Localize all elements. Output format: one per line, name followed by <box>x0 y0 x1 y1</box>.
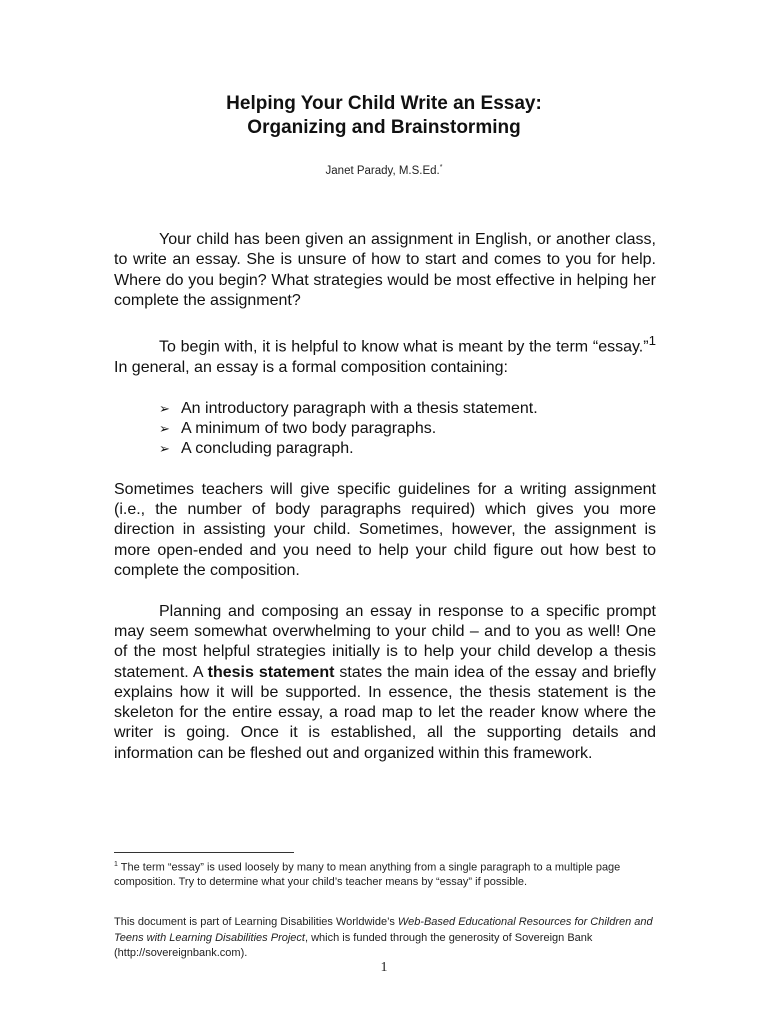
author-footnote-mark: * <box>439 164 443 171</box>
footnote-divider <box>114 852 294 853</box>
list-item <box>159 419 656 439</box>
paragraph-definition <box>114 331 656 378</box>
author-name: Janet Parady, M.S.Ed. <box>325 164 440 177</box>
footnote-text: The term “essay” is used loosely by many to mean anything from a single paragraph to a multiple page composition. Try to determine what your child’s teacher means by “essay” if possible. <box>114 861 621 888</box>
paragraph-thesis <box>114 602 656 764</box>
list-item-text: A concluding paragraph. <box>181 440 354 458</box>
thesis-text-end: states the main idea of the essay and briefly explains how it will be supported. In essence, the thesis statement is the skeleton for the entire essay, a road map to let the reader know where the writer is going. Once it is established, all the supporting details and information can be fleshed out and organized within this framework. <box>114 663 657 762</box>
footnote-mark: 1 <box>114 861 118 868</box>
thesis-text-start: Planning and composing an essay in response to a specific prompt may seem somewhat overwhelming to your child – and to you as well! One of the most helpful strategies initially is to help your child develop a thesis statement. A <box>114 602 656 681</box>
list-item <box>159 439 656 459</box>
credit-text-end: ). <box>240 947 248 959</box>
credit-text-start: This document is part of Learning Disabilities Worldwide’s <box>114 916 398 928</box>
arrow-bullet-icon: ➢ <box>159 421 170 436</box>
title-line-2: Organizing and Brainstorming <box>247 117 521 138</box>
paragraph-intro: Your child has been given an assignment in English, or another class, to write an essay. She is unsure of how to start and comes to you for help. Where do you begin? What strategies would be most effective in helping her complete the assignment? <box>114 231 656 309</box>
document-title <box>0 92 768 140</box>
list-item-text: An introductory paragraph with a thesis statement. <box>181 399 538 417</box>
paragraph-guidelines: Sometimes teachers will give specific guidelines for a writing assignment (i.e., the number of body paragraphs required) which gives you more direction in assisting your child. Sometimes, however, the assignment is more open-ended and you need to help your child figure out how best to complete the composition. <box>114 480 656 580</box>
list-item-text: A minimum of two body paragraphs. <box>181 420 437 437</box>
arrow-bullet-icon: ➢ <box>159 441 170 457</box>
sponsor-link[interactable]: http://sovereignbank.com <box>117 947 241 959</box>
definition-text-start: To begin with, it is helpful to know what is meant by the term “essay.” <box>159 338 649 356</box>
funding-credit <box>114 915 654 962</box>
footnote <box>114 858 644 889</box>
thesis-term: thesis statement <box>207 663 335 681</box>
project-name: Web-Based Educational Resources for Children and Teens with Learning Disabilities Project <box>114 916 653 944</box>
title-line-1: Helping Your Child Write an Essay: <box>226 93 542 114</box>
list-item <box>159 399 656 419</box>
page-number: 1 <box>380 960 388 975</box>
essay-components-list <box>114 399 656 460</box>
author-line <box>0 164 768 177</box>
footnote-ref-1: 1 <box>648 333 656 349</box>
definition-text-end: In general, an essay is a formal composition containing: <box>114 359 508 377</box>
document-body <box>114 230 656 784</box>
arrow-bullet-icon: ➢ <box>159 400 170 416</box>
credit-text-middle: , which is funded through the generosity of Sovereign Bank ( <box>114 931 593 959</box>
